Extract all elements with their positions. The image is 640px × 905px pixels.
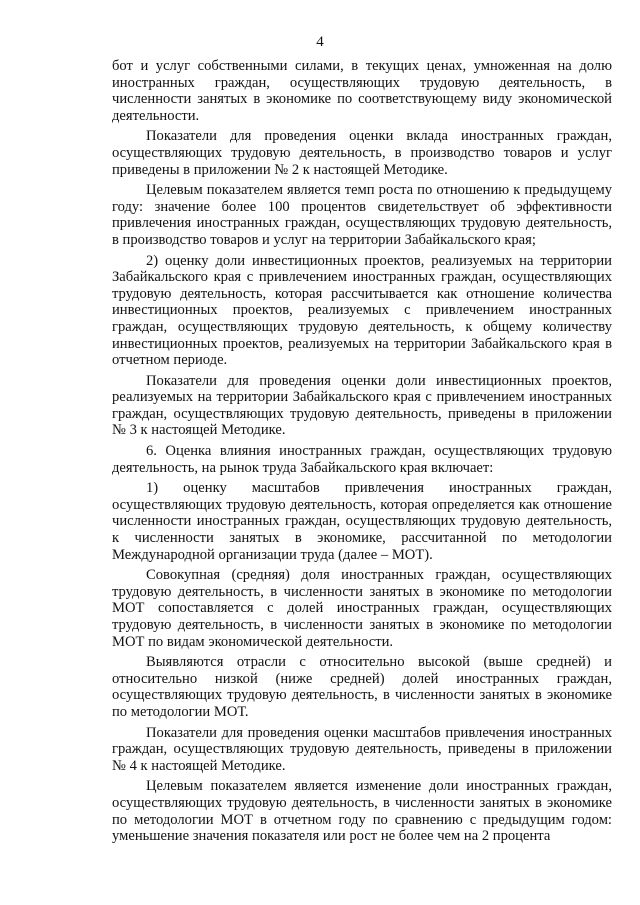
paragraph-8: Совокупная (средняя) доля иностранных граждан, осуществляющих трудовую деятельность, в численности занятых в экономике по методологии МОТ сопоставляется с долей иностранных граждан, осуществляющих трудовую деятельность, в численности занятых в экономике по методологии МОТ по видам экономической деятельности.	[112, 567, 612, 650]
paragraph-5: Показатели для проведения оценки доли инвестиционных проектов, реализуемых на территории Забайкальского края с привлечением иностранных граждан, осуществляющих трудовую деятельность, приведены в приложении № 3 к настоящей Методике.	[112, 372, 612, 439]
paragraph-4: 2) оценку доли инвестиционных проектов, реализуемых на территории Забайкальского края с привлечением иностранных граждан, осуществляющих трудовую деятельность, которая рассчитывается как отношение количества инвестиционных проектов, реализуемых с привлечением иностранных граждан, осуществляющих трудовую деятельность, к общему количеству инвестиционных проектов, реализуемых на территории Забайкальского края в отчетном периоде.	[112, 252, 612, 369]
paragraph-6: 6. Оценка влияния иностранных граждан, осуществляющих трудовую деятельность, на рынок труда Забайкальского края включает:	[112, 443, 612, 476]
paragraph-10: Показатели для проведения оценки масштабов привлечения иностранных граждан, осуществляющих трудовую деятельность, приведены в приложении № 4 к настоящей Методике.	[112, 724, 612, 774]
paragraph-9: Выявляются отрасли с относительно высокой (выше средней) и относительно низкой (ниже средней) долей иностранных граждан, осуществляющих трудовую деятельность, в численности занятых в экономике по методологии МОТ.	[112, 654, 612, 720]
paragraph-3: Целевым показателем является темп роста по отношению к предыдущему году: значение более 100 процентов свидетельствует об эффективности привлечения иностранных граждан, осуществляющих трудовую деятельность, в производство товаров и услуг на территории Забайкальского края;	[112, 182, 612, 248]
paragraph-11: Целевым показателем является изменение доли иностранных граждан, осуществляющих трудовую деятельность, в численности занятых в экономике по методологии МОТ в отчетном году по сравнению с предыдущим годом: уменьшение значения показателя или рост не более чем на 2 процента	[112, 778, 612, 845]
paragraph-7: 1) оценку масштабов привлечения иностранных граждан, осуществляющих трудовую деятельность, которая определяется как отношение численности иностранных граждан, осуществляющих трудовую деятельность, к численности занятых в экономике, рассчитанной по методологии Международной организации труда (далее – МОТ).	[112, 480, 612, 563]
paragraph-1: бот и услуг собственными силами, в текущих ценах, умноженная на долю иностранных граждан, осуществляющих трудовую деятельность, в численности занятых в экономике по соответствующему виду экономической деятельности.	[112, 58, 612, 124]
document-body	[112, 58, 612, 849]
paragraph-2: Показатели для проведения оценки вклада иностранных граждан, осуществляющих трудовую деятельность, в производство товаров и услуг приведены в приложении № 2 к настоящей Методике.	[112, 128, 612, 178]
page-number: 4	[316, 34, 324, 50]
